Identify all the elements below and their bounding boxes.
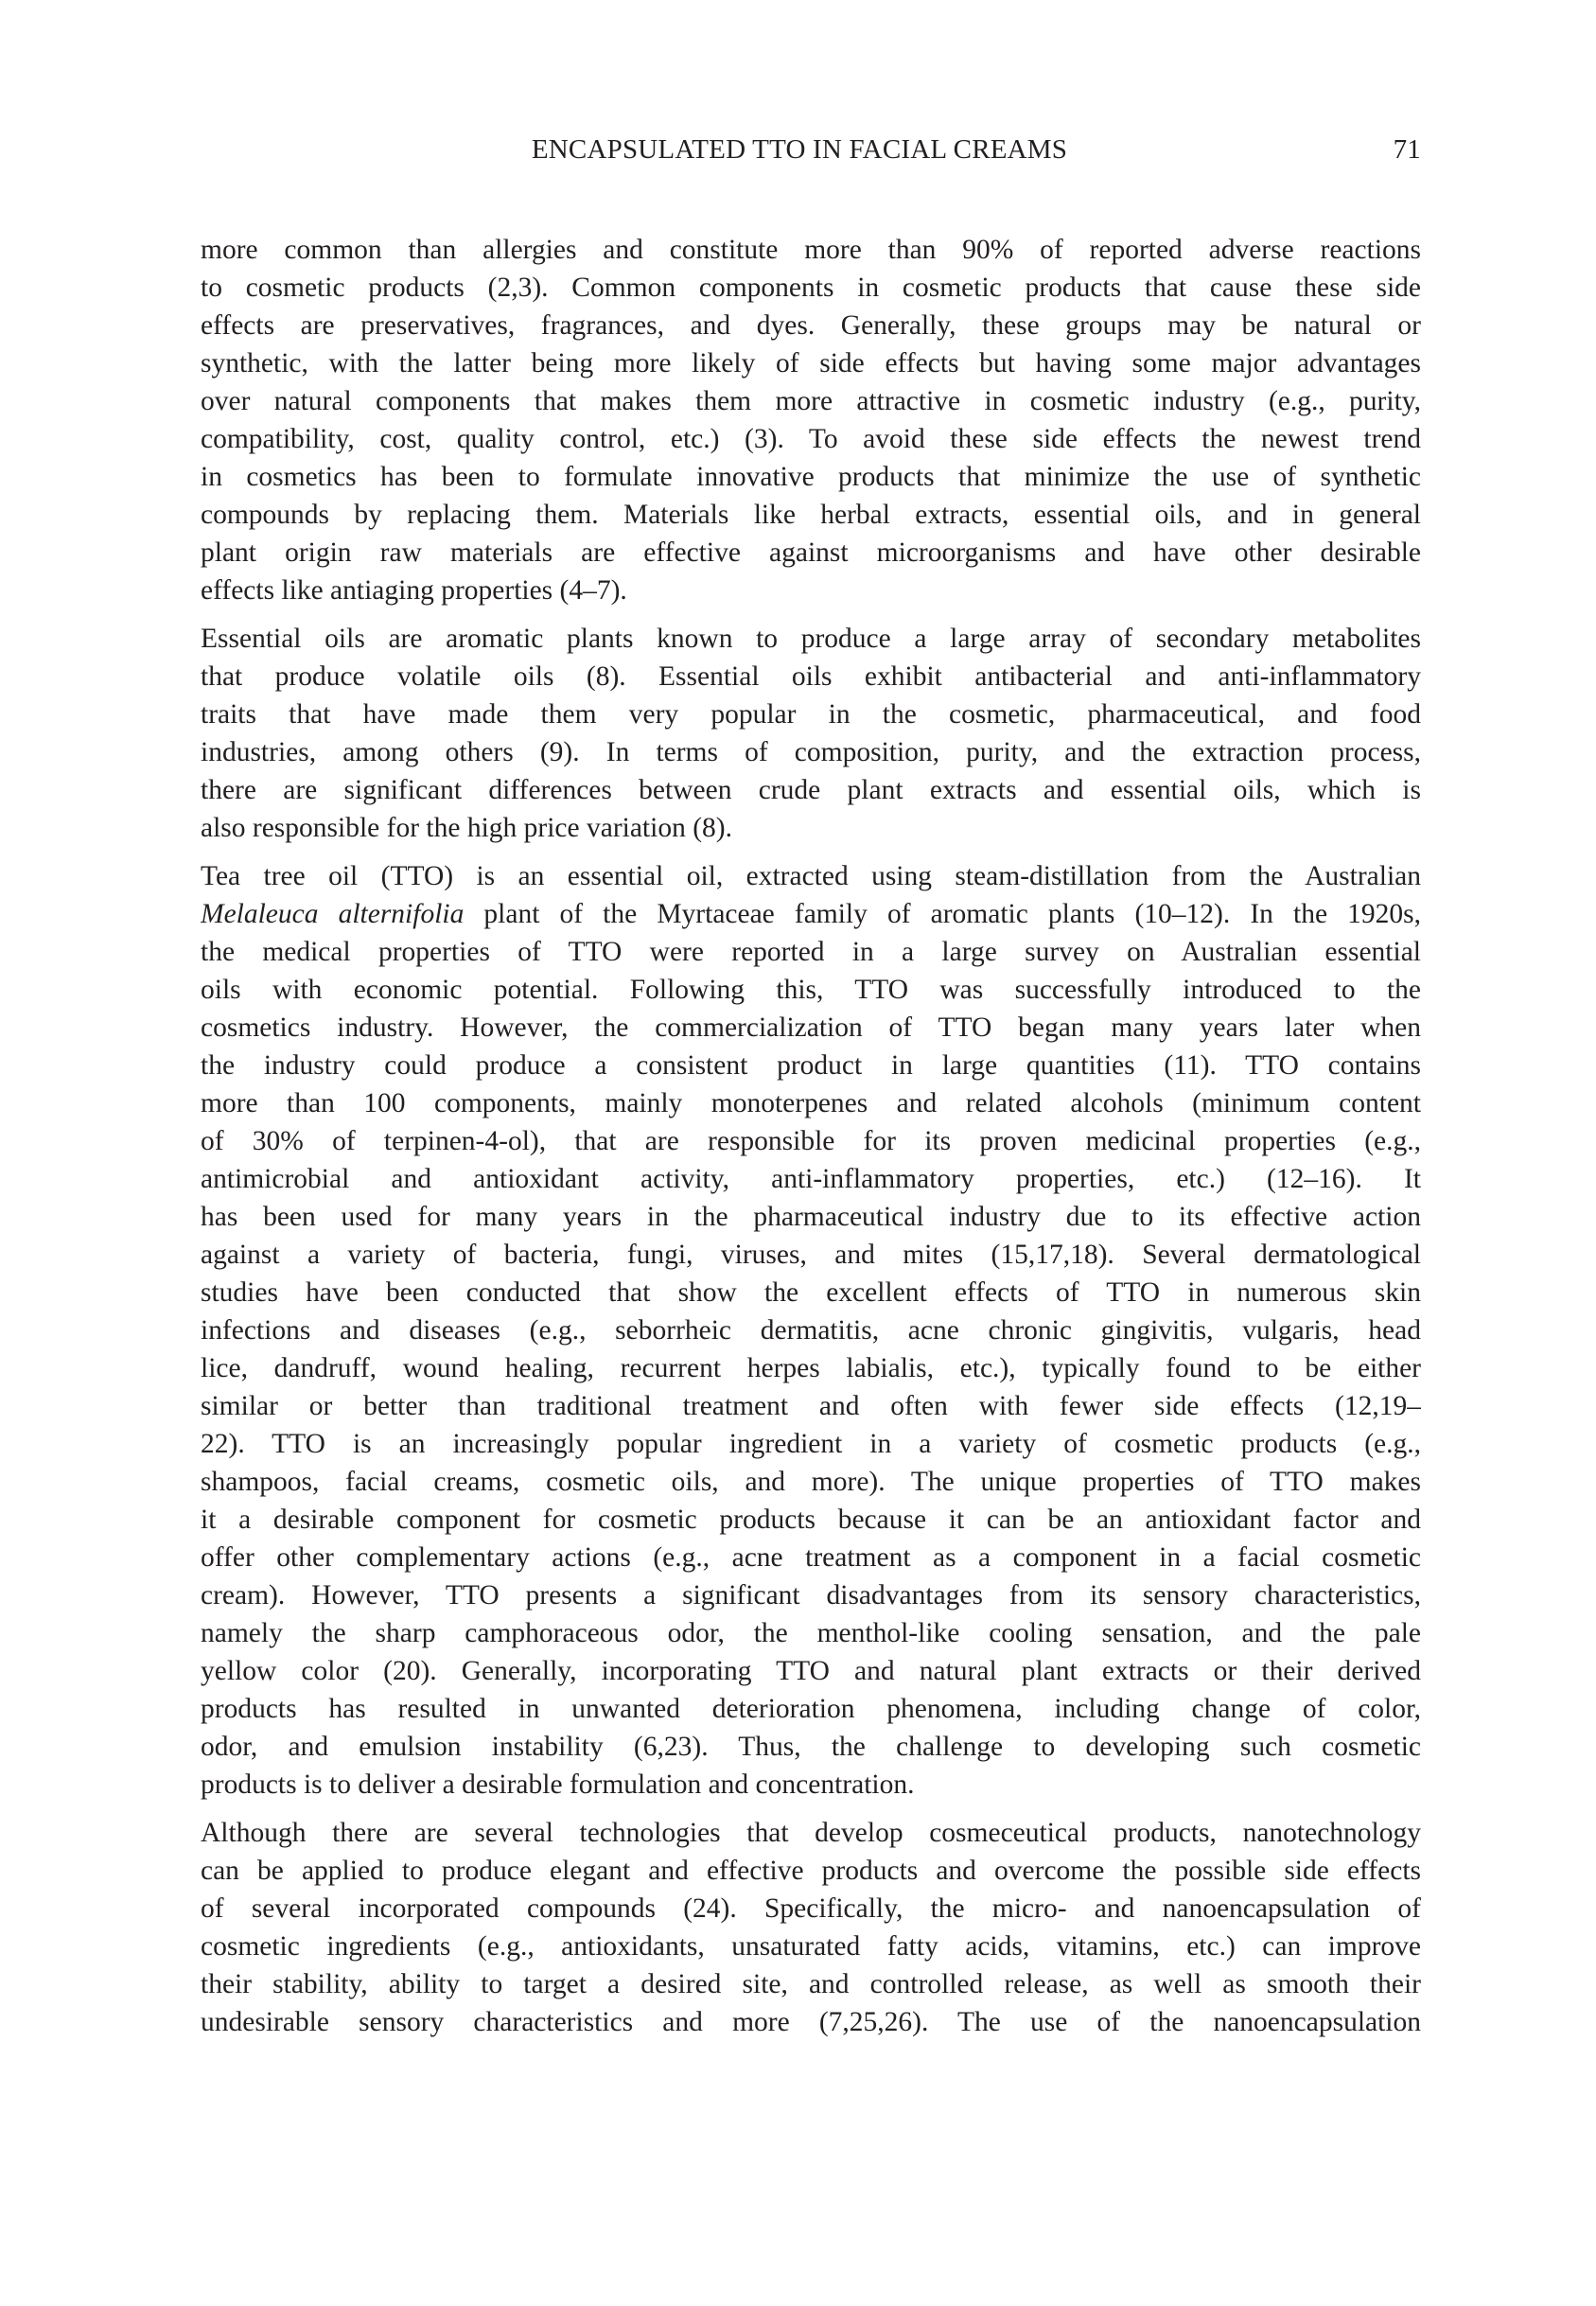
text-line: that produce volatile oils (8). Essential oils exhibit antibacterial and anti-inflammatory [201,661,1421,692]
text-line: more than 100 components, mainly monoterpenes and related alcohols (minimum content [201,1088,1421,1118]
text-line: against a variety of bacteria, fungi, viruses, and mites (15,17,18). Several dermatological [201,1240,1421,1270]
text-line: odor, and emulsion instability (6,23). Thus, the challenge to developing such cosmetic [201,1732,1421,1762]
text-span: plant of the Myrtaceae family of aromatic plants (10–12). In the 1920s, [464,899,1421,929]
paragraph-nanotechnology [201,1814,1421,2041]
species-name: Melaleuca alternifolia [201,899,465,929]
text-line: similar or better than traditional treatment and often with fewer side effects (12,19– [201,1391,1421,1421]
running-title: ENCAPSULATED TTO IN FACIAL CREAMS [531,134,1068,165]
text-line: Although there are several technologies that develop cosmeceutical products, nanotechnology [201,1818,1421,1848]
text-line: yellow color (20). Generally, incorporating TTO and natural plant extracts or their derived [201,1656,1421,1686]
text-line: synthetic, with the latter being more likely of side effects but having some major advantages [201,348,1421,378]
text-line: shampoos, facial creams, cosmetic oils, and more). The unique properties of TTO makes [201,1467,1421,1497]
text-line: plant origin raw materials are effective against microorganisms and have other desirable [201,537,1421,568]
text-line: cream). However, TTO presents a significant disadvantages from its sensory characteristics, [201,1580,1421,1611]
text-line: studies have been conducted that show the excellent effects of TTO in numerous skin [201,1277,1421,1308]
text-line: Essential oils are aromatic plants known to produce a large array of secondary metabolites [201,624,1421,654]
text-line: it a desirable component for cosmetic products because it can be an antioxidant factor and [201,1505,1421,1535]
text-line-with-species [201,895,1421,933]
text-line: compatibility, cost, quality control, etc.) (3). To avoid these side effects the newest trend [201,424,1421,454]
text-line: lice, dandruff, wound healing, recurrent herpes labialis, etc.), typically found to be either [201,1353,1421,1383]
text-line: oils with economic potential. Following this, TTO was successfully introduced to the [201,975,1421,1005]
text-line: compounds by replacing them. Materials like herbal extracts, essential oils, and in general [201,500,1421,530]
text-line: there are significant differences between crude plant extracts and essential oils, which is [201,775,1421,805]
text-line: Tea tree oil (TTO) is an essential oil, extracted using steam-distillation from the Australian [201,861,1421,891]
text-line: also responsible for the high price variation (8). [201,813,732,843]
text-line: the industry could produce a consistent product in large quantities (11). TTO contains [201,1050,1421,1081]
text-line: in cosmetics has been to formulate innovative products that minimize the use of synthetic [201,462,1421,492]
text-line: of several incorporated compounds (24). Specifically, the micro- and nanoencapsulation of [201,1893,1421,1924]
text-line: effects are preservatives, fragrances, and dyes. Generally, these groups may be natural or [201,310,1421,341]
text-line: more common than allergies and constitute more than 90% of reported adverse reactions [201,235,1421,265]
page-number: 71 [1393,134,1421,165]
paragraph-essential-oils [201,620,1421,847]
text-line: namely the sharp camphoraceous odor, the menthol-like cooling sensation, and the pale [201,1618,1421,1648]
text-line: cosmetics industry. However, the commercialization of TTO began many years later when [201,1012,1421,1043]
text-line: the medical properties of TTO were reported in a large survey on Australian essential [201,937,1421,967]
text-line: industries, among others (9). In terms of composition, purity, and the extraction process, [201,737,1421,767]
text-line: infections and diseases (e.g., seborrheic dermatitis, acne chronic gingivitis, vulgaris, head [201,1315,1421,1346]
text-line: has been used for many years in the pharmaceutical industry due to its effective action [201,1202,1421,1232]
text-line: offer other complementary actions (e.g., acne treatment as a component in a facial cosmetic [201,1542,1421,1573]
text-line: their stability, ability to target a desired site, and controlled release, as well as smooth their [201,1969,1421,1999]
text-line: products has resulted in unwanted deterioration phenomena, including change of color, [201,1694,1421,1724]
paragraph-tea-tree-oil [201,857,1421,1804]
text-line: antimicrobial and antioxidant activity, anti-inflammatory properties, etc.) (12–16). It [201,1164,1421,1194]
text-line: to cosmetic products (2,3). Common components in cosmetic products that cause these side [201,273,1421,303]
paragraph-skin-reactions [201,231,1421,609]
text-line: of 30% of terpinen-4-ol), that are responsible for its proven medicinal properties (e.g., [201,1126,1421,1156]
running-head [201,131,1421,168]
text-line: products is to deliver a desirable formulation and concentration. [201,1769,915,1800]
text-line: cosmetic ingredients (e.g., antioxidants, unsaturated fatty acids, vitamins, etc.) can improve [201,1931,1421,1962]
text-line: undesirable sensory characteristics and more (7,25,26). The use of the nanoencapsulation [201,2007,1421,2037]
text-line: traits that have made them very popular in the cosmetic, pharmaceutical, and food [201,699,1421,730]
body-text [201,231,1421,2051]
text-line: can be applied to produce elegant and effective products and overcome the possible side effects [201,1856,1421,1886]
text-line: effects like antiaging properties (4–7). [201,575,627,606]
text-line: over natural components that makes them more attractive in cosmetic industry (e.g., purity, [201,386,1421,416]
text-line: 22). TTO is an increasingly popular ingredient in a variety of cosmetic products (e.g., [201,1429,1421,1459]
